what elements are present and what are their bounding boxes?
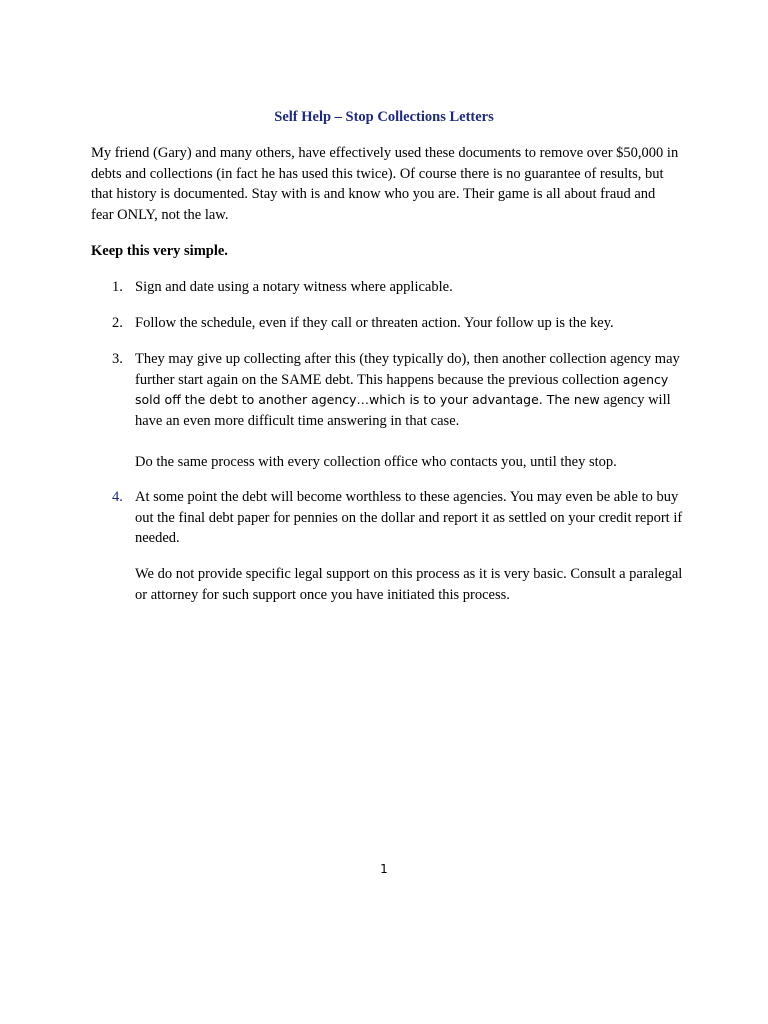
item3-followup-paragraph: Do the same process with every collection office who contacts you, until they stop. xyxy=(135,454,617,470)
list-item-text-part: agency will have an even more difficult time answering in that case. xyxy=(135,392,671,430)
closing-paragraph: We do not provide specific legal support on this process as it is very basic. Consult a paralegal or attorney for such support once you have initiated this process. xyxy=(135,566,683,603)
page-number: 1 xyxy=(380,862,388,876)
list-item-text: Sign and date using a notary witness where applicable. xyxy=(135,279,453,295)
list-item-text-part: agency sold off the debt to another agency…which is to your advantage. The new xyxy=(135,371,669,408)
list-item-number: 4. xyxy=(112,489,123,505)
intro-paragraph: My friend (Gary) and many others, have effectively used these documents to remove over $50,000 in debts and collections (in fact he has used this twice). Of course there is no guarantee of results, but that history is documented. Stay with is and know who you are. Their game is all about fraud and fear ONLY, not the law. xyxy=(91,145,679,224)
list-item-number: 3. xyxy=(112,351,123,367)
list-item-text: Follow the schedule, even if they call or threaten action. Your follow up is the key. xyxy=(135,315,614,331)
list-item-text: At some point the debt will become worthless to these agencies. You may even be able to buy out the final debt paper for pennies on the dollar and report it as settled on your credit report if needed. xyxy=(135,489,683,547)
document-title: Self Help – Stop Collections Letters xyxy=(274,109,494,125)
list-item-number: 1. xyxy=(112,279,123,295)
list-item-text-part: They may give up collecting after this (they typically do), then another collection agency may further start again on the SAME debt. This happens because the previous collection xyxy=(135,351,680,388)
list-item-number: 2. xyxy=(112,315,123,331)
list-item-text xyxy=(135,349,683,432)
keep-simple-heading: Keep this very simple. xyxy=(91,243,228,259)
